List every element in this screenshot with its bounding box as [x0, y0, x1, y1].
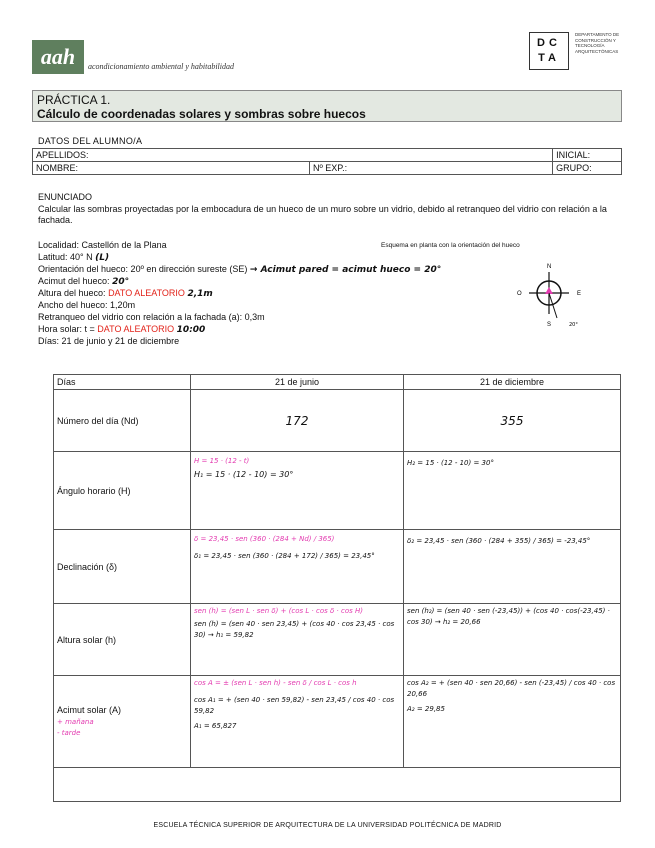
hora-hand: 10:00: [176, 325, 206, 335]
cell-junio[interactable]: [191, 390, 404, 452]
orientacion-text: Orientación del hueco: 20º en dirección sureste (SE): [38, 264, 248, 274]
nombre-field[interactable]: [33, 162, 310, 175]
localidad: Localidad: Castellón de la Plana: [38, 240, 167, 250]
formula-diciembre: H₂ = 15 · (12 - 10) = 30°: [407, 459, 494, 467]
title-band: [32, 90, 622, 122]
table-header-row: [54, 375, 621, 390]
row-label-cell: [54, 676, 191, 768]
inicial-label: INICIAL:: [556, 150, 591, 160]
header-diciembre: 21 de diciembre: [404, 375, 621, 390]
dias: Días: 21 de junio y 21 de diciembre: [38, 336, 180, 346]
aah-logo: aah: [32, 40, 84, 74]
cell-diciembre[interactable]: [404, 676, 621, 768]
apellidos-label: APELLIDOS:: [36, 150, 89, 160]
tarde-note: - tarde: [57, 728, 81, 737]
table-row: [54, 452, 621, 530]
dcta-logo: [529, 32, 569, 70]
formula-junio: sen (h) = (sen 40 · sen 23,45) + (cos 40 · cos 23,45 · cos 30) → h₁ = 59,82: [194, 620, 395, 639]
row-label: Ángulo horario (H): [54, 452, 191, 530]
grupo-label: GRUPO:: [556, 163, 592, 173]
nd-junio: 172: [285, 413, 309, 428]
altura-random: DATO ALEATORIO: [108, 288, 185, 298]
formula-junio: H₁ = 15 · (12 - 10) = 30°: [194, 470, 294, 479]
inicial-field[interactable]: [553, 149, 622, 162]
row-label: Altura solar (h): [54, 604, 191, 676]
orientacion: [38, 264, 441, 276]
result-junio: A₁ = 65,827: [194, 722, 237, 730]
table-empty-row: [54, 768, 621, 802]
cell-diciembre[interactable]: [404, 530, 621, 604]
hora-solar: [38, 324, 205, 336]
header-junio: 21 de junio: [191, 375, 404, 390]
cell-diciembre[interactable]: [404, 452, 621, 530]
apellidos-field[interactable]: [33, 149, 553, 162]
practice-number: PRÁCTICA 1.: [37, 93, 111, 107]
row-label: Declinación (δ): [54, 530, 191, 604]
cell-diciembre[interactable]: [404, 390, 621, 452]
compass-pink-marker: [545, 287, 553, 294]
formula-pink: sen (h) = (sen L · sen δ) + (cos L · cos δ · cos H): [194, 607, 363, 615]
table-row: [54, 390, 621, 452]
row-label: Acimut solar (A): [57, 704, 122, 715]
cell-junio[interactable]: [191, 604, 404, 676]
formula-diciembre: sen (h₂) = (sen 40 · sen (-23,45)) + (cos 40 · cos(-23,45) · cos 30) → h₂ = 20,66: [407, 607, 610, 626]
enunciado-heading: ENUNCIADO: [38, 192, 93, 202]
formula-junio: cos A₁ = + (sen 40 · sen 59,82) - sen 23,45 / cos 40 · cos 59,82: [194, 696, 395, 715]
esquema-label: Esquema en planta con la orientación del hueco: [381, 242, 520, 249]
exp-label: Nº EXP.:: [313, 163, 348, 173]
acimut-text: Acimut del hueco:: [38, 276, 110, 286]
ancho-hueco: Ancho del hueco: 1,20m: [38, 300, 136, 310]
orientacion-hand: → Acimut pared = acimut hueco = 20°: [249, 265, 442, 275]
department-name: DEPARTAMENTO DE CONSTRUCCIÓN Y TECNOLOGÍA ARQUITECTÓNICAS: [575, 32, 620, 54]
acimut-hueco: [38, 276, 129, 288]
compass-o: O: [517, 291, 522, 297]
formula-pink: H = 15 · (12 - t): [194, 457, 250, 465]
footer-school: ESCUELA TÉCNICA SUPERIOR DE ARQUITECTURA DE LA UNIVERSIDAD POLITÉCNICA DE MADRID: [153, 822, 502, 829]
hora-random: DATO ALEATORIO: [97, 324, 175, 334]
compass-diagram: [505, 258, 595, 332]
header-dias: Días: [54, 375, 191, 390]
practice-title: Cálculo de coordenadas solares y sombras sobre huecos: [37, 107, 366, 121]
formula-junio: δ₁ = 23,45 · sen (360 · (284 + 172) / 365) = 23,45°: [194, 552, 375, 560]
altura-hueco: [38, 288, 213, 300]
formula-pink: cos A = ± (sen L · sen h) - sen δ / cos L · cos h: [194, 679, 357, 687]
enunciado-text: Calcular las sombras proyectadas por la embocadura de un hueco de un muro sobre un vidrio, debido al retranqueo del vidrio con relación a la fachada.: [38, 204, 607, 225]
cell-junio[interactable]: [191, 530, 404, 604]
compass-angle: 20°: [569, 322, 578, 328]
latitud-text: Latitud: 40° N: [38, 252, 93, 262]
compass-n: N: [547, 264, 552, 270]
nombre-label: NOMBRE:: [36, 163, 79, 173]
acimut-hand: 20°: [112, 277, 130, 287]
altura-text: Altura del hueco:: [38, 288, 106, 298]
latitud: [38, 252, 109, 264]
formula-diciembre: cos A₂ = + (sen 40 · sen 20,66) - sen (-23,45) / cos 40 · cos 20,66: [407, 679, 616, 698]
altura-hand: 2,1m: [187, 289, 213, 299]
cell-junio[interactable]: [191, 676, 404, 768]
compass-s: S: [547, 322, 552, 328]
logo-tagline: acondicionamiento ambiental y habitabilidad: [88, 62, 234, 71]
grupo-field[interactable]: [553, 162, 622, 175]
cell-diciembre[interactable]: [404, 604, 621, 676]
hora-text: Hora solar: t =: [38, 324, 95, 334]
table-row: [54, 530, 621, 604]
result-diciembre: A₂ = 29,85: [407, 705, 445, 713]
table-row: [54, 604, 621, 676]
exp-field[interactable]: [310, 162, 553, 175]
student-data-table: [32, 148, 622, 175]
empty-cell[interactable]: [54, 768, 621, 802]
nd-diciembre: 355: [500, 413, 524, 428]
cell-junio[interactable]: [191, 452, 404, 530]
table-row: [54, 676, 621, 768]
formula-diciembre: δ₂ = 23,45 · sen (360 · (284 + 355) / 365) = -23,45°: [407, 537, 591, 545]
dcta-line1: DC: [537, 37, 561, 49]
manana-note: + mañana: [57, 717, 94, 726]
row-label: Número del día (Nd): [54, 390, 191, 452]
calculation-table: [53, 374, 621, 802]
dcta-line2: TA: [538, 52, 560, 64]
retranqueo: Retranqueo del vidrio con relación a la fachada (a): 0,3m: [38, 312, 265, 322]
compass-e: E: [577, 291, 582, 297]
student-section-title: DATOS DEL ALUMNO/A: [38, 136, 143, 146]
formula-pink: δ = 23,45 · sen (360 · (284 + Nd) / 365): [194, 535, 335, 543]
latitud-hand: (L): [95, 253, 110, 263]
